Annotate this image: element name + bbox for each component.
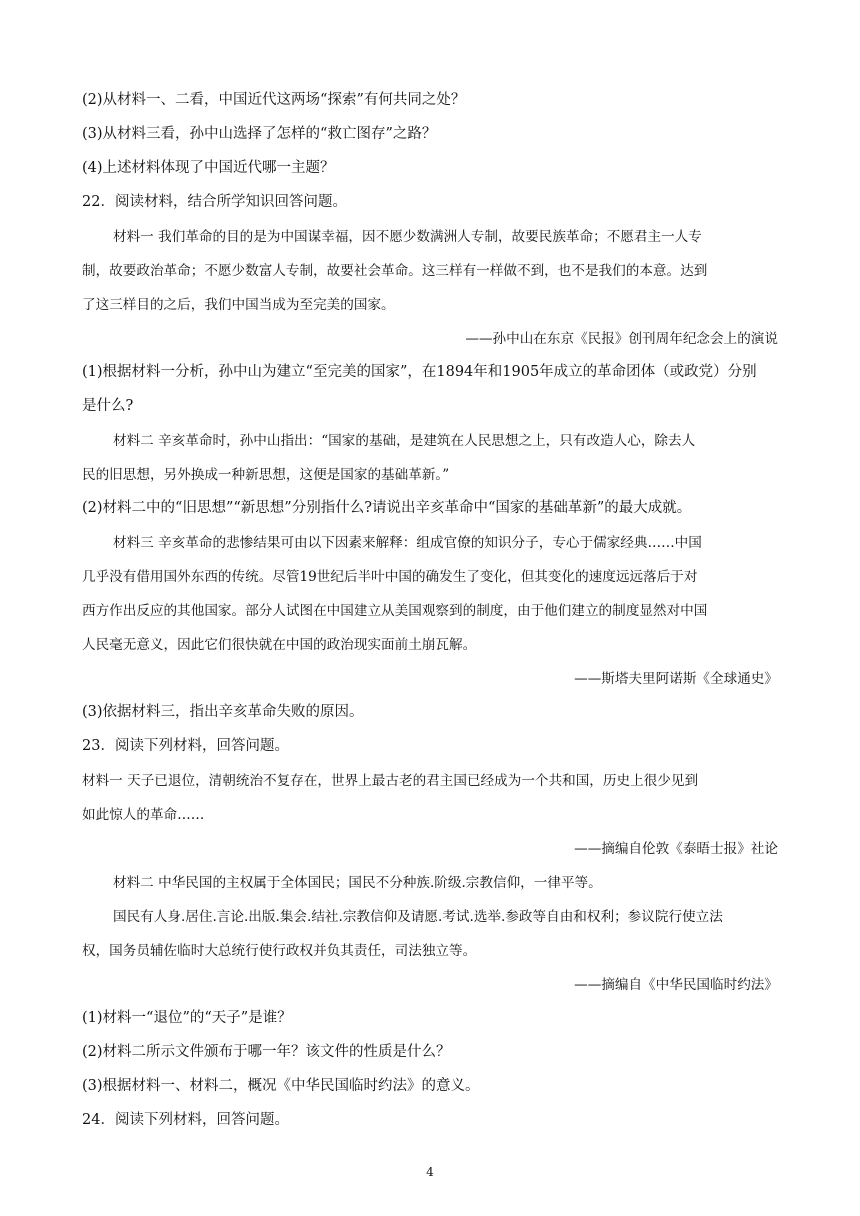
q22-material-2-line2: 民的旧思想，另外换成一种新思想，这便是国家的基础革新。” (82, 467, 450, 483)
question-23-title: 23．阅读下列材料，回答问题。 (82, 738, 289, 754)
q23-material-2-line1: 材料二 中华民国的主权属于全体国民；国民不分种族.阶级.宗教信仰，一律平等。 (113, 875, 602, 891)
q23-material-2-source: ——摘编自《中华民国临时约法》 (574, 977, 778, 993)
q23-material-2-line3: 权，国务员辅佐临时大总统行使行政权并负其责任，司法独立等。 (82, 943, 477, 959)
q22-material-2-line1: 材料二 辛亥革命时，孙中山指出：“国家的基础，是建筑在人民思想之上，只有改造人心，除去人 (113, 433, 696, 449)
question-24-title: 24．阅读下列材料，回答问题。 (82, 1112, 289, 1128)
question-23-3: (3)根据材料一、材料二，概况《中华民国临时约法》的意义。 (82, 1078, 480, 1094)
question-21-4: (4)上述材料体现了中国近代哪一主题？ (82, 160, 335, 176)
q23-material-1-source: ——摘编自伦敦《泰晤士报》社论 (574, 841, 778, 857)
q22-material-3-line3: 西方作出反应的其他国家。部分人试图在中国建立从美国观察到的制度，由于他们建立的制度显然对中国 (82, 603, 708, 619)
question-22-1-line1: (1)根据材料一分析，孙中山为建立“至完美的国家”，在1894年和1905年成立的革命团体（或政党）分别 (82, 364, 757, 380)
question-22-title: 22．阅读材料，结合所学知识回答问题。 (82, 194, 347, 210)
q22-material-3-source: ——斯塔夫里阿诺斯《全球通史》 (574, 671, 778, 687)
page-number: 4 (426, 1165, 434, 1179)
q22-material-1-line2: 制，故要政治革命；不愿少数富人专制，故要社会革命。这三样有一样做不到，也不是我们的本意。达到 (82, 263, 708, 279)
q22-material-3-line4: 人民毫无意义，因此它们很快就在中国的政治现实面前土崩瓦解。 (82, 637, 477, 653)
question-23-1: (1)材料一“退位”的“天子”是谁？ (82, 1010, 292, 1026)
question-22-1-line2: 是什么? (82, 398, 134, 414)
q22-material-3-line1: 材料三 辛亥革命的悲惨结果可由以下因素来解释：组成官僚的知识分子，专心于儒家经典……中国 (113, 535, 702, 551)
question-21-3: (3)从材料三看，孙中山选择了怎样的“救亡图存”之路？ (82, 126, 437, 142)
question-22-2: (2)材料二中的“旧思想”“新思想”分别指什么?请说出辛亥革命中“国家的基础革新”的最大成就。 (82, 500, 692, 516)
q22-material-1-source: ——孙中山在东京《民报》创刊周年纪念会上的演说 (465, 331, 778, 347)
q23-material-1-line2: 如此惊人的革命…… (82, 807, 205, 823)
q22-material-3-line2: 几乎没有借用国外东西的传统。尽管19世纪后半叶中国的确发生了变化，但其变化的速度远远落后于对 (82, 569, 698, 585)
question-23-2: (2)材料二所示文件颁布于哪一年？该文件的性质是什么？ (82, 1044, 451, 1060)
q23-material-2-line2: 国民有人身.居住.言论.出版.集会.结社.宗教信仰及请愿.考试.选举.参政等自由和权利；参议院行使立法 (113, 909, 723, 925)
question-21-2: (2)从材料一、二看，中国近代这两场“探索”有何共同之处？ (82, 92, 466, 108)
q22-material-1-line1: 材料一 我们革命的目的是为中国谋幸福，因不愿少数满洲人专制，故要民族革命；不愿君主一人专 (113, 229, 702, 245)
q22-material-1-line3: 了这三样目的之后，我们中国当成为至完美的国家。 (82, 297, 395, 313)
question-22-3: (3)依据材料三，指出辛亥革命失败的原因。 (82, 704, 364, 720)
q23-material-1-line1: 材料一 天子已退位，清朝统治不复存在，世界上最古老的君主国已经成为一个共和国，历史上很少见到 (82, 773, 699, 789)
